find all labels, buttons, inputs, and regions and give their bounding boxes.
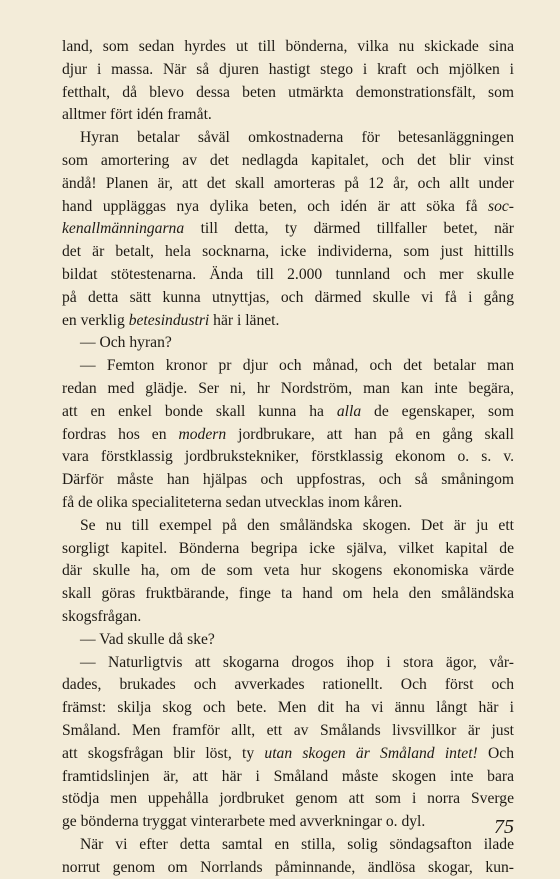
text-line: som amortering av det nedlagda kapitalet, och det blir vinst: [62, 151, 514, 169]
text-line: att skogsfrågan blir löst, ty utan skogen är Småland intet! Och: [62, 744, 514, 762]
text-line: Hyran betalar såväl omkostnaderna för betesanläggningen: [80, 129, 514, 147]
text-line: — Femton kronor pr djur och månad, och det betalar man: [80, 357, 514, 375]
text-line: skogsfrågan.: [62, 607, 142, 625]
text-line: alltmer fört idén framåt.: [62, 106, 212, 124]
text-line: redan med glädje. Ser ni, hr Nordström, man kan inte begära,: [62, 379, 514, 397]
text-line: — Och hyran?: [80, 334, 172, 352]
text-line: fordras hos en modern jordbrukare, att han på en gång skall: [62, 425, 514, 443]
text-line: djur i massa. När så djuren hastigt stego i kraft och mjölken i: [62, 60, 514, 78]
text-line: ändå! Planen är, att det skall amorteras på 12 år, och allt under: [62, 174, 514, 192]
text-line: på detta sätt kunna utnyttjas, och därmed skulle vi få i gång: [62, 288, 514, 306]
text-line: land, som sedan hyrdes ut till bönderna, vilka nu skickade sina: [62, 38, 514, 55]
text-line: dades, brukades och avverkades rationellt. Och först och: [62, 676, 514, 694]
text-line: där skulle ha, om de som veta hur skogens ekonomiska värde: [62, 562, 514, 580]
text-line: kenallmänningarna till detta, ty därmed tillfaller betet, när: [62, 220, 514, 238]
text-line: framtidslinjen är, att här i Småland måste skogen inte bara: [62, 767, 514, 785]
page-number: 75: [494, 816, 514, 838]
text-line: sorgligt kapitel. Bönderna begripa icke själva, vilket kapital de: [62, 539, 514, 557]
text-line: skall göras fruktbärande, finge ta hand om hela den småländska: [62, 585, 514, 603]
text-line: hand uppläggas nya dylika beten, och idén är att söka få soc-: [62, 197, 514, 215]
text-line: det är betalt, hela socknarna, icke individerna, som just hittills: [62, 243, 514, 261]
text-line: Småland. Men framför allt, ett av Smålands livsvillkor är just: [62, 721, 514, 739]
text-line: få de olika specialiteterna sedan utvecklas inom kåren.: [62, 493, 403, 511]
text-line: Se nu till exempel på den småländska skogen. Det är ju ett: [80, 516, 514, 534]
text-line: ge bönderna tryggat vinterarbete med avverkningar o. dyl.: [62, 813, 426, 831]
text-line: att en enkel bonde skall kunna ha alla de egenskaper, som: [62, 402, 514, 420]
text-line: Därför måste han hjälpas och uppfostras, och så småningom: [62, 471, 514, 489]
text-line: vara förstklassig jordbrukstekniker, förstklassig ekonom o. s. v.: [62, 448, 514, 466]
text-line: en verklig betesindustri här i länet.: [62, 311, 280, 329]
text-line: bildat stötestenarna. Ända till 2.000 tunnland och mer skulle: [62, 265, 514, 283]
text-line: När vi efter detta samtal en stilla, solig söndagsafton ilade: [80, 835, 514, 853]
text-line: norrut genom om Norrlands påminnande, ändlösa skogar, kun-: [62, 858, 514, 876]
text-line: stödja men uppehålla jordbruket genom att som i norra Sverge: [62, 790, 514, 808]
text-line: fetthalt, då blevo dessa beten utmärkta demonstrationsfält, som: [62, 83, 514, 101]
text-line: — Naturligtvis att skogarna drogos ihop i stora ägor, vår-: [80, 653, 514, 671]
text-line: främst: skilja skog och bete. Men dit ha vi ännu långt här i: [62, 699, 514, 717]
text-line: — Vad skulle då ske?: [80, 630, 215, 648]
body-text: [62, 36, 514, 879]
